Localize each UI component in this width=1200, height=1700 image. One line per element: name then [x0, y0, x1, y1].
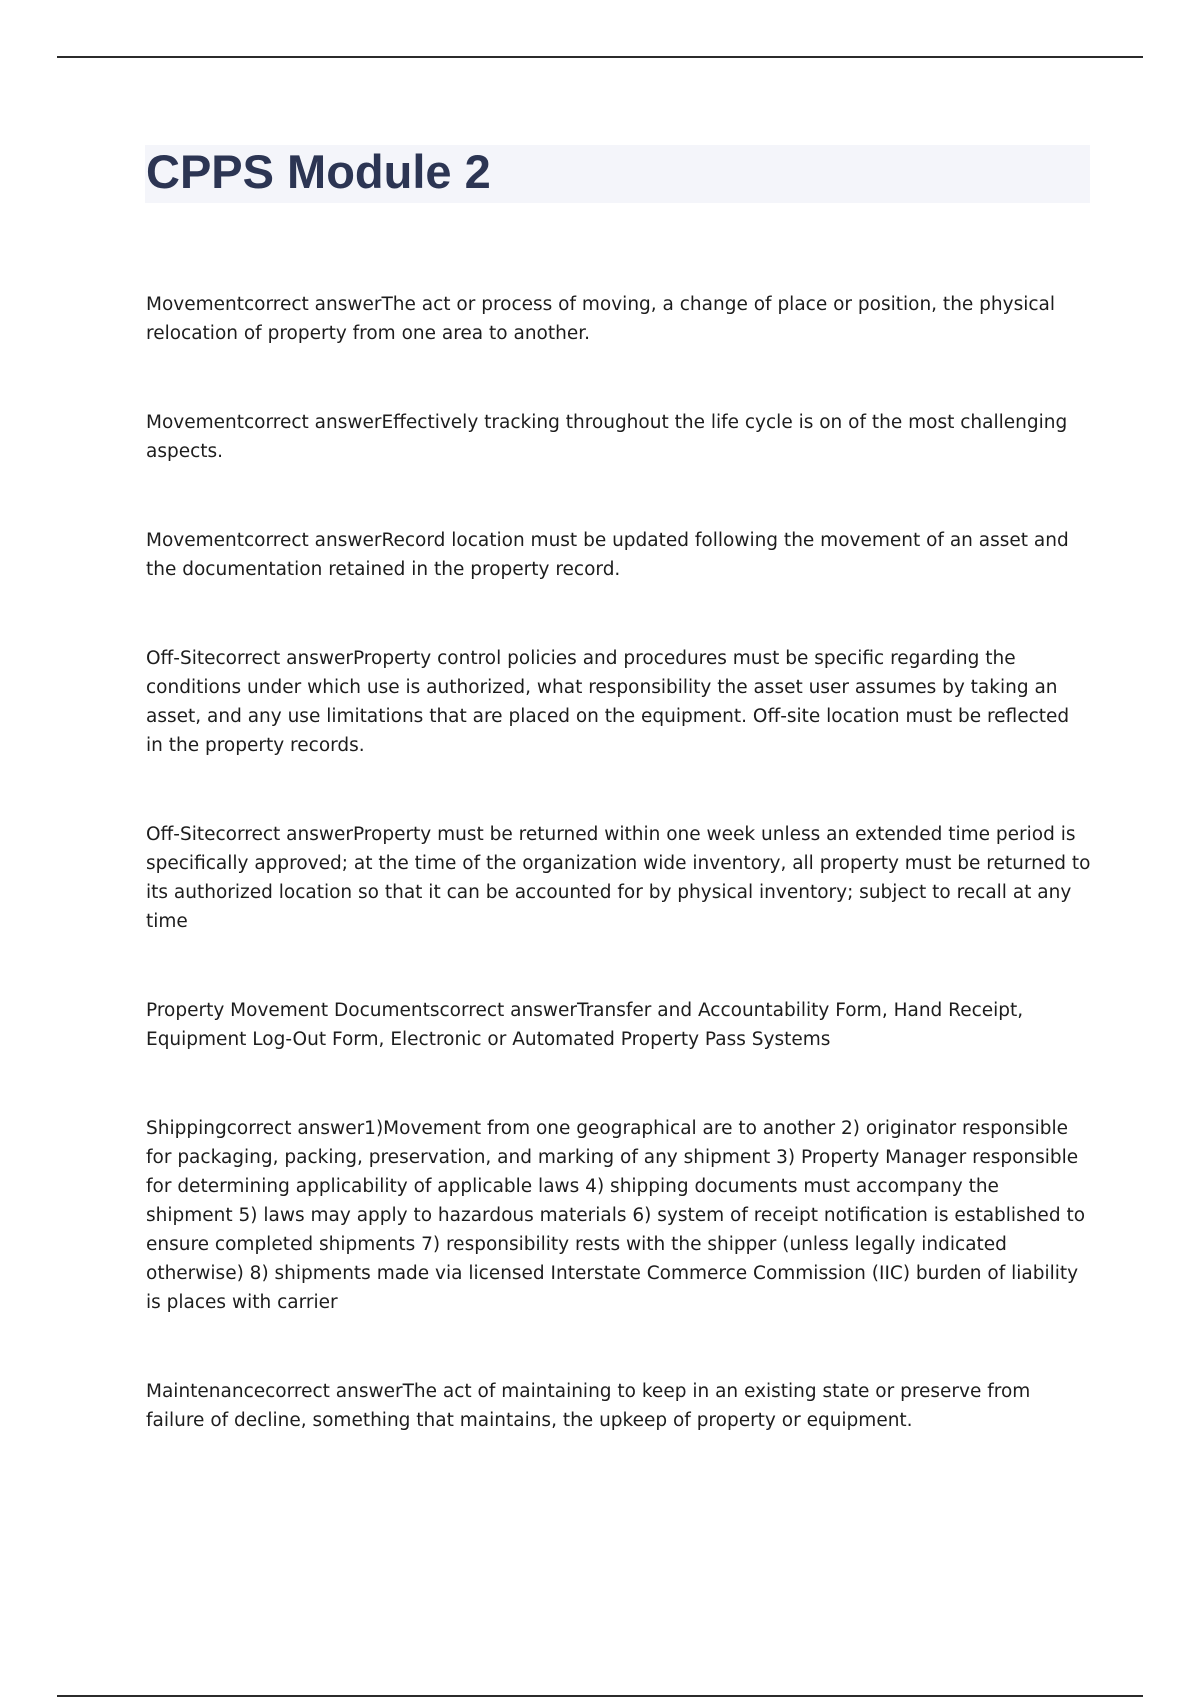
flashcard-entry: Movementcorrect answerRecord location must be updated following the movement of an asset and the documentation retained in the property record. [146, 530, 1069, 580]
flashcard-entry: Movementcorrect answerEffectively tracking throughout the life cycle is on of the most challenging aspects. [146, 412, 1068, 462]
flashcard-list [146, 290, 1091, 1495]
bottom-divider [57, 1695, 1143, 1697]
flashcard-entry: Maintenancecorrect answerThe act of maintaining to keep in an existing state or preserve from failure of decline, something that maintains, the upkeep of property or equipment. [146, 1381, 1031, 1431]
top-divider [57, 56, 1143, 58]
flashcard-entry: Off-Sitecorrect answerProperty must be returned within one week unless an extended time period is specifically approved; at the time of the organization wide inventory, all property must be returned to its authorized location so that it can be accounted for by physical inventory; subject to recall at any time [146, 824, 1091, 932]
flashcard-entry: Property Movement Documentscorrect answerTransfer and Accountability Form, Hand Receipt, Equipment Log-Out Form, Electronic or Automated Property Pass Systems [146, 1000, 1024, 1050]
flashcard-entry: Off-Sitecorrect answerProperty control policies and procedures must be specific regarding the conditions under which use is authorized, what responsibility the asset user assumes by taking an asset, and any use limitations that are placed on the equipment. Off-site location must be reflected in the property records. [146, 648, 1070, 756]
page-title: CPPS Module 2 [146, 145, 491, 198]
flashcard-entry: Movementcorrect answerThe act or process of moving, a change of place or position, the physical relocation of property from one area to another. [146, 294, 1056, 344]
flashcard-entry: Shippingcorrect answer1)Movement from one geographical are to another 2) originator responsible for packaging, packing, preservation, and marking of any shipment 3) Property Manager responsible for determining applicability of applicable laws 4) shipping documents must accompany the shipment 5) laws may apply to hazardous materials 6) system of receipt notification is established to ensure completed shipments 7) responsibility rests with the shipper (unless legally indicated otherwise) 8) shipments made via licensed Interstate Commerce Commission (IIC) burden of liability is places with carrier [146, 1118, 1086, 1313]
